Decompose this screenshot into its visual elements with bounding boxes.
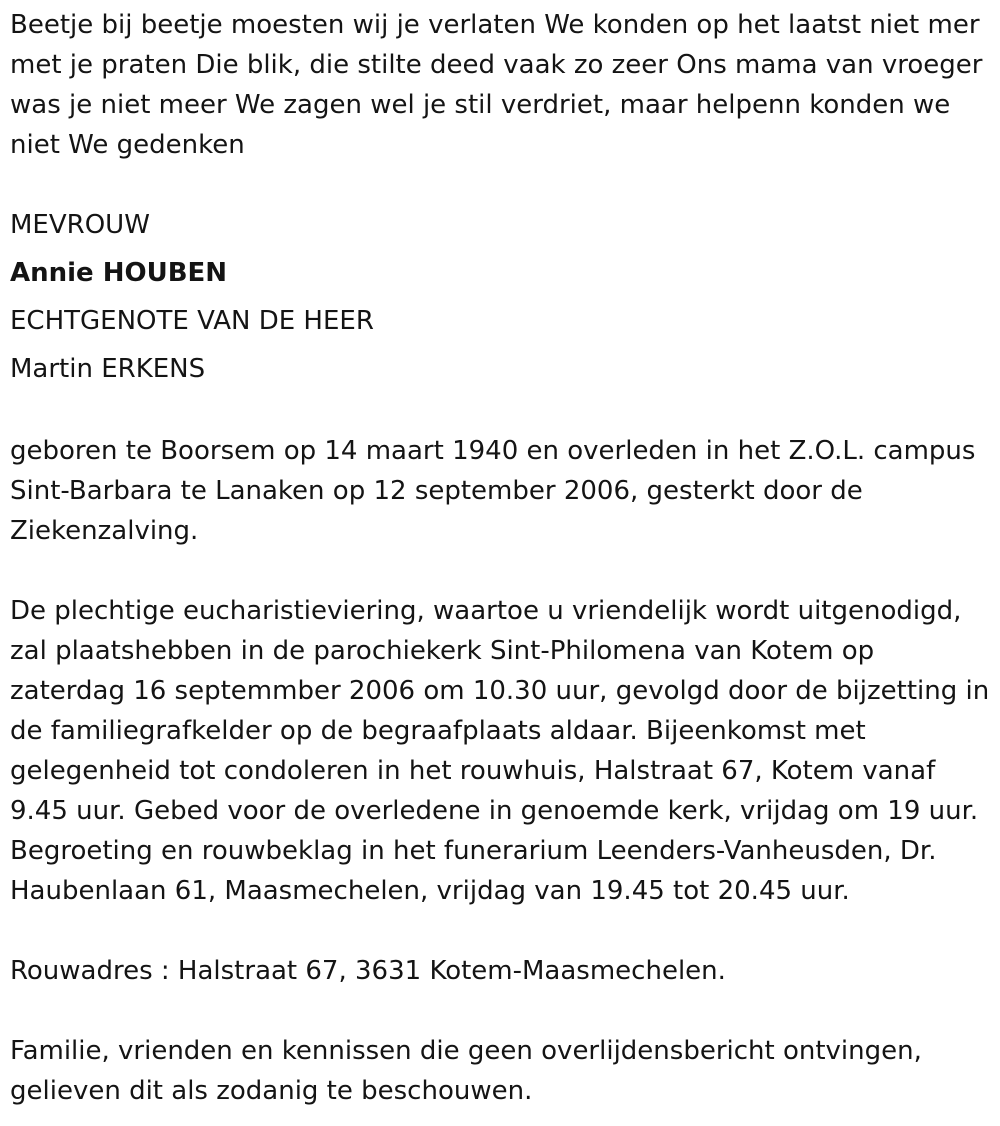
closing-paragraph: Familie, vrienden en kennissen die geen overlijdensbericht ontvingen, gelieven dit als zodanig te beschouwen. — [10, 1036, 922, 1106]
birth-death-paragraph: geboren te Boorsem op 14 maart 1940 en overleden in het Z.O.L. campus Sint-Barbara te Lanaken op 12 september 2006, gesterkt door de Ziekenzalving. — [10, 436, 976, 546]
title-prefix: MEVROUW — [10, 210, 150, 240]
deceased-name: Annie HOUBEN — [10, 258, 228, 288]
ceremony-paragraph: De plechtige eucharistieviering, waartoe u vriendelijk wordt uitgenodigd, zal plaatshebben in de parochiekerk Sint-Philomena van Kotem op zaterdag 16 septemmber 2006 om 10.30 uur, gevolgd door de bijzetting in de familiegrafkelder op de begraafplaats aldaar. Bijeenkomst met gelegenheid tot condoleren in het rouwhuis, Halstraat 67, Kotem vanaf 9.45 uur. Gebed voor de overledene in genoemde kerk, vrijdag om 19 uur. Begroeting en rouwbeklag in het funerarium Leenders-Vanheusden, Dr. Haubenlaan 61, Maasmechelen, vrijdag van 19.45 tot 20.45 uur. — [10, 596, 990, 906]
spouse-name: Martin ERKENS — [10, 354, 206, 384]
intro-poem: Beetje bij beetje moesten wij je verlaten We konden op het laatst niet mer met je praten Die blik, die stilte deed vaak zo zeer Ons mama van vroeger was je niet meer We zagen wel je stil verdriet, maar helpenn konden we niet We gedenken — [10, 10, 983, 160]
mourning-address: Rouwadres : Halstraat 67, 3631 Kotem-Maasmechelen. — [10, 956, 726, 986]
name-block — [10, 201, 992, 393]
relation-label: ECHTGENOTE VAN DE HEER — [10, 306, 374, 336]
